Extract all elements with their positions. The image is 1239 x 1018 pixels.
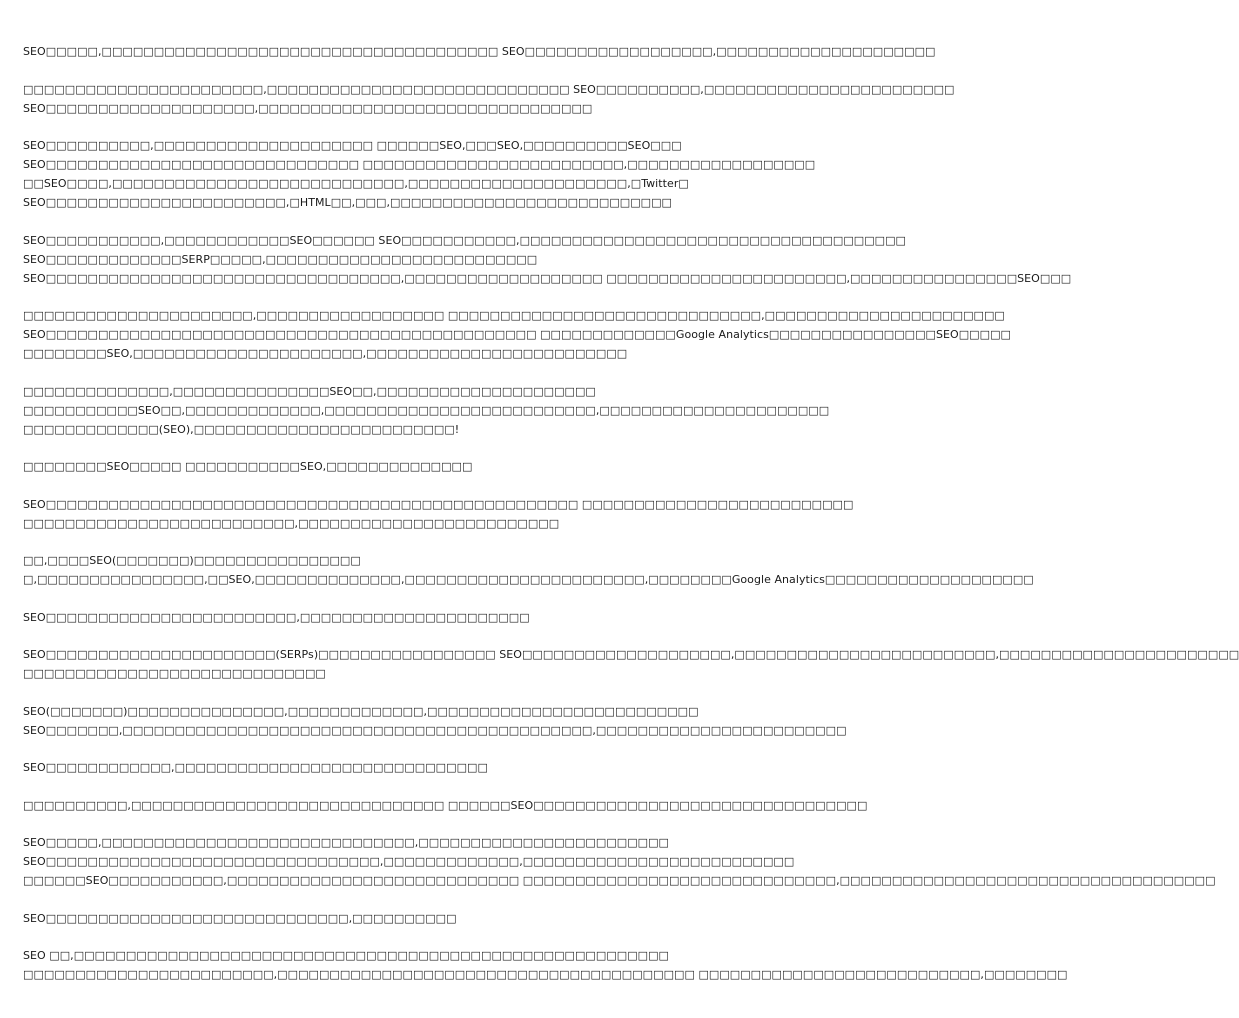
paragraph (23, 495, 854, 533)
text-line: SEO□□□□□□□□□□□□□□□□□□□□□□□□□□□□□□□□□□□□□□□□□□□□□□□□□□□ □□□□□□□□□□□□□□□□□□□□□□□□□□ (23, 497, 854, 511)
text-line: SEO□□□□□□□□□□□□□□□□□□□□□□(SERPs)□□□□□□□□□□□□□□□□□ SEO□□□□□□□□□□□□□□□□□□□□,□□□□□□□□□□□□□□□□□□□□□□□□□,□□□□□□□□□□□□□□□□□□□□□□□ (23, 648, 1239, 661)
text-line: SEO□□□□□□□□□□□□□SERP□□□□□,□□□□□□□□□□□□□□□□□□□□□□□□□□ (23, 252, 538, 266)
paragraph (23, 796, 868, 815)
text-line: SEO □□,□□□□□□□□□□□□□□□□□□□□□□□□□□□□□□□□□□□□□□□□□□□□□□□□□□□□□□□□□ (23, 949, 669, 962)
text-line: SEO□□□□□□□□□□□□□□□□□□□□□□□,□HTML□□,□□□,□□□□□□□□□□□□□□□□□□□□□□□□□□□ (23, 196, 673, 209)
text-line: □□□□□□□□□□□□□□□□□□□□□□,□□□□□□□□□□□□□□□□□□ □□□□□□□□□□□□□□□□□□□□□□□□□□□□□□,□□□□□□□□□□□□□□□□□□□□□□□ (23, 309, 1005, 322)
paragraph (23, 306, 1011, 363)
paragraph (23, 702, 847, 740)
paragraph (23, 457, 695, 476)
text-line: SEO□□□□□□□□□□□□□□□□□□□□□□□□□□□□□□□□,□□□□□□□□□□□□□,□□□□□□□□□□□□□□□□□□□□□□□□□□ (23, 855, 795, 868)
paragraph (23, 946, 1068, 984)
text-line: □□□□□□□□□□□□□□□□□□□□□□□□□□□□□ (23, 667, 326, 680)
document-body (23, 42, 1239, 1003)
text-line: □□□□□□□□SEO□□□□□ □□□□□□□□□□□SEO,□□□□□□□□□□□□□□ (23, 460, 473, 473)
text-line: □□□□□□□□□□□□□(SEO),□□□□□□□□□□□□□□□□□□□□□□□□□! (23, 422, 460, 436)
text-line: □□□□□□□□□□□SEO□□,□□□□□□□□□□□□□,□□□□□□□□□□□□□□□□□□□□□□□□□□,□□□□□□□□□□□□□□□□□□□□□□ (23, 403, 830, 417)
text-line: □,□□□□□□□□□□□□□□□□,□□SEO,□□□□□□□□□□□□□□,□□□□□□□□□□□□□□□□□□□□□□□,□□□□□□□□Google Analytics□□□□□□□□□□□□□□□□□□□□ (23, 573, 1034, 586)
text-line: □□□□□□SEO□□□□□□□□□□□,□□□□□□□□□□□□□□□□□□□□□□□□□□□□ □□□□□□□□□□□□□□□□□□□□□□□□□□□□□□,□□□□□□□□□□□□□□□□□□□□□□□□□□□□□□□□□□□□ (23, 874, 1216, 887)
text-line: □□□□□□□□□□,□□□□□□□□□□□□□□□□□□□□□□□□□□□□□□ □□□□□□SEO□□□□□□□□□□□□□□□□□□□□□□□□□□□□□□□□ (23, 798, 868, 812)
text-line: □□SEO□□□□,□□□□□□□□□□□□□□□□□□□□□□□□□□□□,□□□□□□□□□□□□□□□□□□□□□,□Twitter□ (23, 177, 689, 190)
paragraph (23, 645, 1239, 683)
text-line: SEO(□□□□□□□)□□□□□□□□□□□□□□□,□□□□□□□□□□□□□,□□□□□□□□□□□□□□□□□□□□□□□□□□ (23, 704, 699, 718)
text-line: SEO□□□□□,□□□□□□□□□□□□□□□□□□□□□□□□□□□□□□,□□□□□□□□□□□□□□□□□□□□□□□□ (23, 836, 669, 849)
text-line: SEO□□□□□□□□□□□□□□□□□□□□□□□□□□□□□□□□□□□□□□□□□□□□□□□ □□□□□□□□□□□□□Google Analytics□□□□□□□□□□□□□□□□SEO□□□□□ (23, 328, 1011, 341)
text-line: SEO□□□□□□□□□□□□,□□□□□□□□□□□□□□□□□□□□□□□□□□□□□□ (23, 761, 488, 774)
text-line: SEO□□□□□□□□□□,□□□□□□□□□□□□□□□□□□□□□ □□□□□□SEO,□□□SEO,□□□□□□□□□□SEO□□□ (23, 139, 682, 152)
text-line: SEO□□□□□□□□□□□□□□□□□□□□□□□□,□□□□□□□□□□□□□□□□□□□□□□ (23, 610, 530, 624)
text-line: SEO□□□□□□□□□□□□□□□□□□□□,□□□□□□□□□□□□□□□□□□□□□□□□□□□□□□□□ (23, 101, 593, 115)
paragraph (23, 608, 695, 627)
text-line: □□□□□□□□SEO,□□□□□□□□□□□□□□□□□□□□□□,□□□□□□□□□□□□□□□□□□□□□□□□□ (23, 347, 628, 360)
text-line: SEO□□□□□,□□□□□□□□□□□□□□□□□□□□□□□□□□□□□□□□□□□□□□ SEO□□□□□□□□□□□□□□□□□□,□□□□□□□□□□□□□□□□□□□□□ (23, 45, 936, 58)
text-line: SEO□□□□□□□□□□□□□□□□□□□□□□□□□□□□□□□□□□,□□□□□□□□□□□□□□□□□□□ □□□□□□□□□□□□□□□□□□□□□□□,□□□□□□□□□□□□□□□□SEO□□□ (23, 271, 1072, 285)
text-line: SEO□□□□□□□□□□□□□□□□□□□□□□□□□□□□□□ □□□□□□□□□□□□□□□□□□□□□□□□□,□□□□□□□□□□□□□□□□□□ (23, 158, 816, 171)
paragraph (23, 136, 816, 212)
text-line: □□□□□□□□□□□□□□□□□□□□□□□□,□□□□□□□□□□□□□□□□□□□□□□□□□□□□□□□□□□□□□□□□ □□□□□□□□□□□□□□□□□□□□□□□□□□□,□□□□□□□□ (23, 968, 1068, 981)
text-line: □□□□□□□□□□□□□□,□□□□□□□□□□□□□□□SEO□□,□□□□□□□□□□□□□□□□□□□□□ (23, 384, 596, 398)
text-line: SEO□□□□□□□□□□□□□□□□□□□□□□□□□□□□□,□□□□□□□□□□ (23, 911, 457, 925)
paragraph (23, 551, 1034, 589)
text-line: SEO□□□□□□□□□□□,□□□□□□□□□□□□SEO□□□□□□ SEO□□□□□□□□□□□,□□□□□□□□□□□□□□□□□□□□□□□□□□□□□□□□□□□□□ (23, 233, 906, 247)
paragraph (23, 231, 1072, 288)
text-line: □□□□□□□□□□□□□□□□□□□□□□□,□□□□□□□□□□□□□□□□□□□□□□□□□□□□□ SEO□□□□□□□□□□,□□□□□□□□□□□□□□□□□□□□□□□□ (23, 82, 955, 96)
paragraph (23, 833, 1216, 890)
paragraph (23, 909, 695, 928)
text-line: □□□□□□□□□□□□□□□□□□□□□□□□□□,□□□□□□□□□□□□□□□□□□□□□□□□□ (23, 516, 560, 530)
paragraph (23, 42, 936, 61)
text-line: SEO□□□□□□□,□□□□□□□□□□□□□□□□□□□□□□□□□□□□□□□□□□□□□□□□□□□□□,□□□□□□□□□□□□□□□□□□□□□□□□ (23, 723, 847, 737)
paragraph (23, 382, 830, 439)
paragraph (23, 758, 695, 777)
text-line: □□,□□□□SEO(□□□□□□□)□□□□□□□□□□□□□□□□ (23, 554, 361, 567)
paragraph (23, 80, 955, 118)
